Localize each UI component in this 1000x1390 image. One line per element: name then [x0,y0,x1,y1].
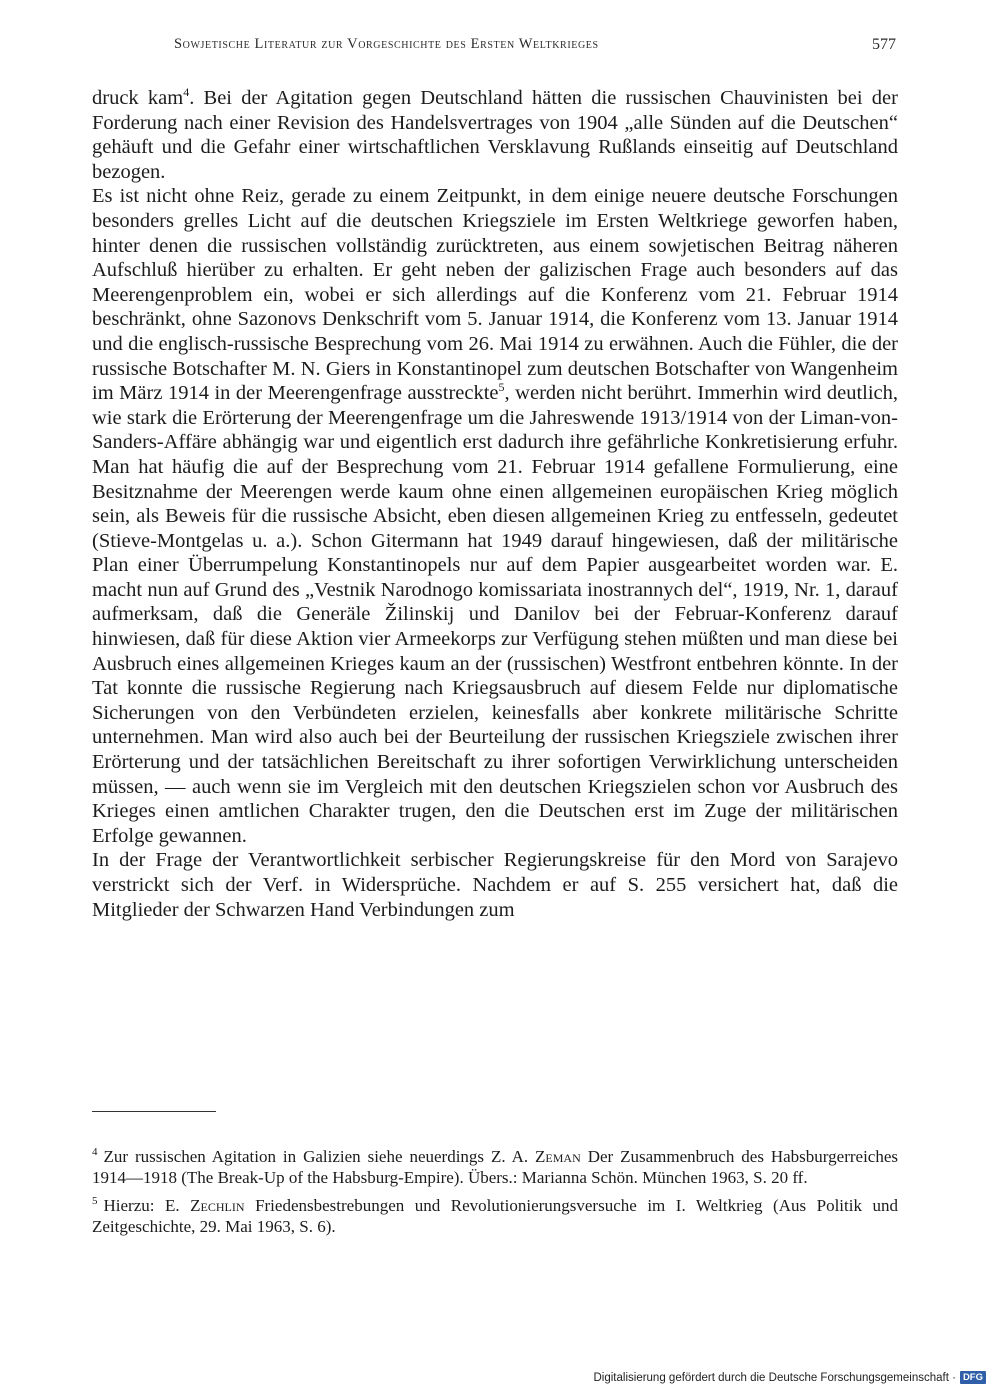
footnote-5-text-b: Friedensbestrebungen und Revolutionierungsversuche im I. Weltkrieg (Aus Politik und Zeitgeschichte, 29. Mai 1963, S. 6). [92,1196,898,1236]
footnotes [92,1146,898,1244]
page-number: 577 [872,36,896,53]
paragraph-1-text-a: druck kam [92,87,184,109]
body-text [92,86,898,922]
paragraph-2 [92,184,898,848]
paragraph-3: In der Frage der Verantwortlichkeit serbischer Regierungskreise für den Mord von Sarajevo verstrickt sich der Verf. in Widersprüche. Nachdem er auf S. 255 versichert hat, daß die Mitglieder der Schwarzen Hand Verbindungen zum [92,849,898,921]
paragraph-1-text-b: . Bei der Agitation gegen Deutschland hätten die russischen Chauvinisten bei der Forderung nach einer Revision des Handelsvertrages von 1904 „alle Sünden auf die Deutschen“ gehäuft und die Gefahr einer wirtschaftlichen Versklavung Rußlands einseitig auf Deutschland bezogen. [92,87,898,183]
funding-note [594,1371,987,1384]
footnote-5-mark: 5 [92,1195,98,1208]
footnote-ref-4: 4 [183,85,190,100]
dfg-logo-icon: DFG [960,1371,986,1384]
page-header [92,36,896,60]
running-title: Sowjetische Literatur zur Vorgeschichte des Ersten Weltkrieges [174,36,599,52]
paragraph-1 [92,86,898,184]
footnote-4 [92,1146,898,1188]
footnote-5-author: Zechlin [190,1196,245,1215]
footnote-separator [92,1111,216,1112]
footnote-4-text-b: Der Zusammenbruch des Habsburgerreiches 1914—1918 (The Break-Up of the Habsburg-Empire). Übers.: Marianna Schön. München 1963, S. 20 ff. [92,1147,898,1187]
footnote-4-text-a: Zur russischen Agitation in Galizien siehe neuerdings Z. A. [103,1147,536,1166]
footnote-4-author: Zeman [535,1147,581,1166]
paragraph-2-text-b: , werden nicht berührt. Immerhin wird deutlich, wie stark die Erörterung der Meerengenfrage um die Jahreswende 1913/1914 von der Liman-von-Sanders-Affäre abhängig war und eigentlich erst dadurch ihre gefährliche Konkretisierung erfuhr. Man hat häufig die auf der Besprechung vom 21. Februar 1914 gefallene Formulierung, eine Besitznahme der Meerengen werde kaum ohne einen allgemeinen europäischen Krieg möglich sein, als Beweis für die russische Absicht, eben diesen allgemeinen Krieg zu entfesseln, gedeutet (Stieve-Montgelas u. a.). Schon Gitermann hat 1949 darauf hingewiesen, daß der militärische Plan einer Überrumpelung Konstantinopels nur auf dem Papier ausgearbeitet worden war. E. macht nun auf Grund des „Vestnik Narodnogo komissariata inostrannych del“, 1919, Nr. 1, darauf aufmerksam, daß die Generäle Žilinskij und Danilov bei der Februar-Konferenz darauf hinwiesen, daß für diese Aktion vier Armeekorps zur Verfügung stehen müßten und man diese bei Ausbruch eines allgemeinen Krieges kaum an der (russischen) Westfront entbehren könnte. In der Tat konnte die russische Regierung nach Kriegsausbruch auf diesem Felde nur diplomatische Sicherungen von den Verbündeten erzielen, keinesfalls aber konkrete militärische Schritte unternehmen. Man wird also auch bei der Beurteilung der russischen Kriegsziele zwischen ihrer Erörterung und der tatsächlichen Bereitschaft zu ihrer sofortigen Verwirklichung unterscheiden müssen, — auch wenn sie im Vergleich mit den deutschen Kriegszielen schon vor Ausbruch des Krieges einen amtlichen Charakter trugen, den die Deutschen erst im Zuge der militärischen Erfolge gewannen. [92,382,899,847]
funding-note-text: Digitalisierung gefördert durch die Deutsche Forschungsgemeinschaft · [593,1371,956,1384]
footnote-5-text-a: Hierzu: E. [103,1196,191,1215]
footnote-ref-5: 5 [498,380,505,395]
footnote-4-mark: 4 [92,1146,98,1159]
footnote-5 [92,1195,898,1237]
paragraph-2-text-a: Es ist nicht ohne Reiz, gerade zu einem Zeitpunkt, in dem einige neuere deutsche Forschungen besonders grelles Licht auf die deutschen Kriegsziele im Ersten Weltkriege geworfen haben, hinter denen die russischen vollständig zurücktreten, aus einem sowjetischen Beitrag näheren Aufschluß hierüber zu erhalten. Er geht neben der galizischen Frage auch besonders auf das Meerengenproblem ein, wobei er sich allerdings auf die Konferenz vom 21. Februar 1914 beschränkt, ohne Sazonovs Denkschrift vom 5. Januar 1914, die Konferenz vom 13. Januar 1914 und die englisch-russische Besprechung vom 26. Mai 1914 zu erwähnen. Auch die Fühler, die der russische Botschafter M. N. Giers in Konstantinopel zum deutschen Botschafter von Wangenheim im März 1914 in der Meerengenfrage ausstreckte [92,185,898,405]
